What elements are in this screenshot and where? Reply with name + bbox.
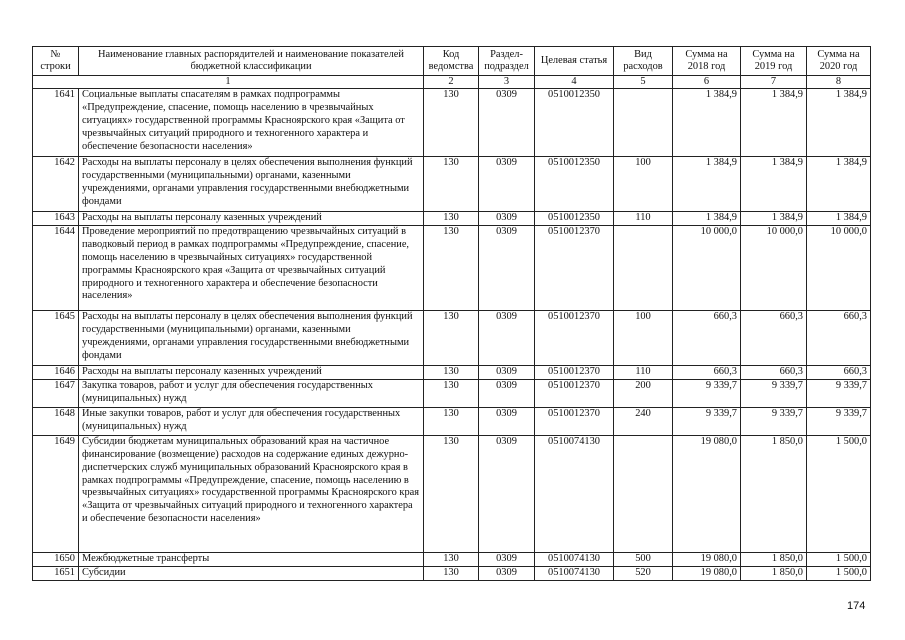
row-sum-2019: 1 850,0 [741,435,807,552]
table-row [33,379,871,407]
row-section: 0309 [479,552,535,566]
row-target-article: 0510012350 [535,157,614,212]
column-number: 8 [807,76,871,89]
header-row-no: № строки [33,47,79,76]
row-sum-2018: 19 080,0 [673,566,741,580]
header-sum-2018: Сумма на 2018 год [673,47,741,76]
row-target-article: 0510074130 [535,435,614,552]
header-sum-2019: Сумма на 2019 год [741,47,807,76]
row-sum-2020: 9 339,7 [807,407,871,435]
row-name: Иные закупки товаров, работ и услуг для обеспечения государственных (муниципальных) нужд [79,407,424,435]
column-number: 6 [673,76,741,89]
row-target-article: 0510012370 [535,225,614,310]
row-sum-2019: 1 850,0 [741,566,807,580]
column-number: 4 [535,76,614,89]
row-target-article: 0510074130 [535,552,614,566]
row-sum-2019: 9 339,7 [741,407,807,435]
column-number: 3 [479,76,535,89]
row-expense-type: 110 [614,212,673,226]
row-dept-code: 130 [424,225,479,310]
row-number: 1644 [33,225,79,310]
row-sum-2018: 19 080,0 [673,435,741,552]
row-sum-2020: 10 000,0 [807,225,871,310]
row-target-article: 0510074130 [535,566,614,580]
row-number: 1650 [33,552,79,566]
column-number: 7 [741,76,807,89]
row-expense-type [614,435,673,552]
row-sum-2019: 10 000,0 [741,225,807,310]
column-number: 1 [33,76,424,89]
table-row [33,89,871,157]
row-name: Проведение мероприятий по предотвращению чрезвычайных ситуаций в паводковый период в рамках подпрограммы «Предупреждение, спасение, помощь населению в чрезвычайных ситуациях» государственной программы Красноярского края «Защита от чрезвычайных ситуаций природного и техногенного характера и обеспечение безопасности населения» [79,225,424,310]
row-sum-2020: 1 384,9 [807,212,871,226]
row-expense-type: 240 [614,407,673,435]
row-number: 1648 [33,407,79,435]
row-section: 0309 [479,157,535,212]
row-sum-2020: 1 500,0 [807,566,871,580]
row-section: 0309 [479,379,535,407]
row-section: 0309 [479,566,535,580]
header-name: Наименование главных распорядителей и наименование показателей бюджетной классификации [79,47,424,76]
column-number: 5 [614,76,673,89]
row-sum-2019: 660,3 [741,365,807,379]
row-name: Расходы на выплаты персоналу в целях обеспечения выполнения функций государственными (муниципальными) органами, казенными учреждениями, органами управления государственными внебюджетными фондами [79,310,424,365]
row-target-article: 0510012370 [535,365,614,379]
header-row [33,47,871,76]
row-sum-2020: 660,3 [807,310,871,365]
row-dept-code: 130 [424,435,479,552]
table-row [33,552,871,566]
row-name: Субсидии [79,566,424,580]
row-sum-2020: 1 384,9 [807,157,871,212]
row-expense-type: 520 [614,566,673,580]
row-section: 0309 [479,310,535,365]
row-expense-type: 200 [614,379,673,407]
row-dept-code: 130 [424,566,479,580]
header-section: Раздел-подраздел [479,47,535,76]
row-expense-type: 100 [614,310,673,365]
row-sum-2018: 1 384,9 [673,89,741,157]
row-expense-type: 110 [614,365,673,379]
row-sum-2018: 660,3 [673,310,741,365]
row-name: Субсидии бюджетам муниципальных образований края на частичное финансирование (возмещение) расходов на содержание единых дежурно-диспетчерских служб муниципальных образований Красноярского края в рамках подпрограммы «Предупреждение, спасение, помощь населению в чрезвычайных ситуациях» государственной программы Красноярского края «Защита от чрезвычайных ситуаций природного и техногенного характера и обеспечение безопасности населения» [79,435,424,552]
row-sum-2020: 1 500,0 [807,435,871,552]
row-name: Расходы на выплаты персоналу в целях обеспечения выполнения функций государственными (муниципальными) органами, казенными учреждениями, органами управления государственными внебюджетными фондами [79,157,424,212]
row-number: 1642 [33,157,79,212]
row-target-article: 0510012370 [535,379,614,407]
row-expense-type [614,225,673,310]
table-row [33,225,871,310]
row-sum-2020: 1 500,0 [807,552,871,566]
row-sum-2020: 1 384,9 [807,89,871,157]
row-name: Закупка товаров, работ и услуг для обеспечения государственных (муниципальных) нужд [79,379,424,407]
row-sum-2018: 10 000,0 [673,225,741,310]
row-sum-2020: 9 339,7 [807,379,871,407]
row-sum-2018: 1 384,9 [673,157,741,212]
row-sum-2018: 1 384,9 [673,212,741,226]
row-dept-code: 130 [424,89,479,157]
table-row [33,566,871,580]
header-dept-code: Код ведомства [424,47,479,76]
row-section: 0309 [479,435,535,552]
row-name: Межбюджетные трансферты [79,552,424,566]
row-number: 1649 [33,435,79,552]
row-number: 1651 [33,566,79,580]
budget-table [32,46,871,581]
row-number: 1647 [33,379,79,407]
row-name: Расходы на выплаты персоналу казенных учреждений [79,212,424,226]
row-sum-2019: 1 384,9 [741,89,807,157]
row-section: 0309 [479,407,535,435]
table-row [33,212,871,226]
row-target-article: 0510012350 [535,212,614,226]
row-sum-2019: 9 339,7 [741,379,807,407]
row-sum-2019: 1 384,9 [741,212,807,226]
table-row [33,157,871,212]
table-row [33,407,871,435]
row-dept-code: 130 [424,552,479,566]
row-sum-2019: 660,3 [741,310,807,365]
row-number: 1645 [33,310,79,365]
header-sum-2020: Сумма на 2020 год [807,47,871,76]
column-number-row [33,76,871,89]
page-number: 174 [847,600,866,612]
row-sum-2019: 1 850,0 [741,552,807,566]
row-number: 1646 [33,365,79,379]
column-number: 2 [424,76,479,89]
row-dept-code: 130 [424,157,479,212]
row-section: 0309 [479,89,535,157]
row-target-article: 0510012370 [535,310,614,365]
row-dept-code: 130 [424,212,479,226]
row-section: 0309 [479,365,535,379]
header-expense-type: Вид расходов [614,47,673,76]
row-number: 1643 [33,212,79,226]
row-expense-type [614,89,673,157]
table-row [33,310,871,365]
row-sum-2018: 9 339,7 [673,407,741,435]
row-number: 1641 [33,89,79,157]
row-expense-type: 100 [614,157,673,212]
row-sum-2019: 1 384,9 [741,157,807,212]
row-sum-2020: 660,3 [807,365,871,379]
row-sum-2018: 660,3 [673,365,741,379]
row-expense-type: 500 [614,552,673,566]
row-target-article: 0510012350 [535,89,614,157]
row-sum-2018: 9 339,7 [673,379,741,407]
row-section: 0309 [479,212,535,226]
row-dept-code: 130 [424,379,479,407]
row-name: Социальные выплаты спасателям в рамках подпрограммы «Предупреждение, спасение, помощь населению в чрезвычайных ситуациях» государственной программы Красноярского края «Защита от чрезвычайных ситуаций природного и техногенного характера и обеспечение безопасности населения» [79,89,424,157]
table-row [33,365,871,379]
row-section: 0309 [479,225,535,310]
row-dept-code: 130 [424,407,479,435]
table-row [33,435,871,552]
header-target-article: Целевая статья [535,47,614,76]
row-name: Расходы на выплаты персоналу казенных учреждений [79,365,424,379]
row-target-article: 0510012370 [535,407,614,435]
row-dept-code: 130 [424,365,479,379]
row-dept-code: 130 [424,310,479,365]
row-sum-2018: 19 080,0 [673,552,741,566]
